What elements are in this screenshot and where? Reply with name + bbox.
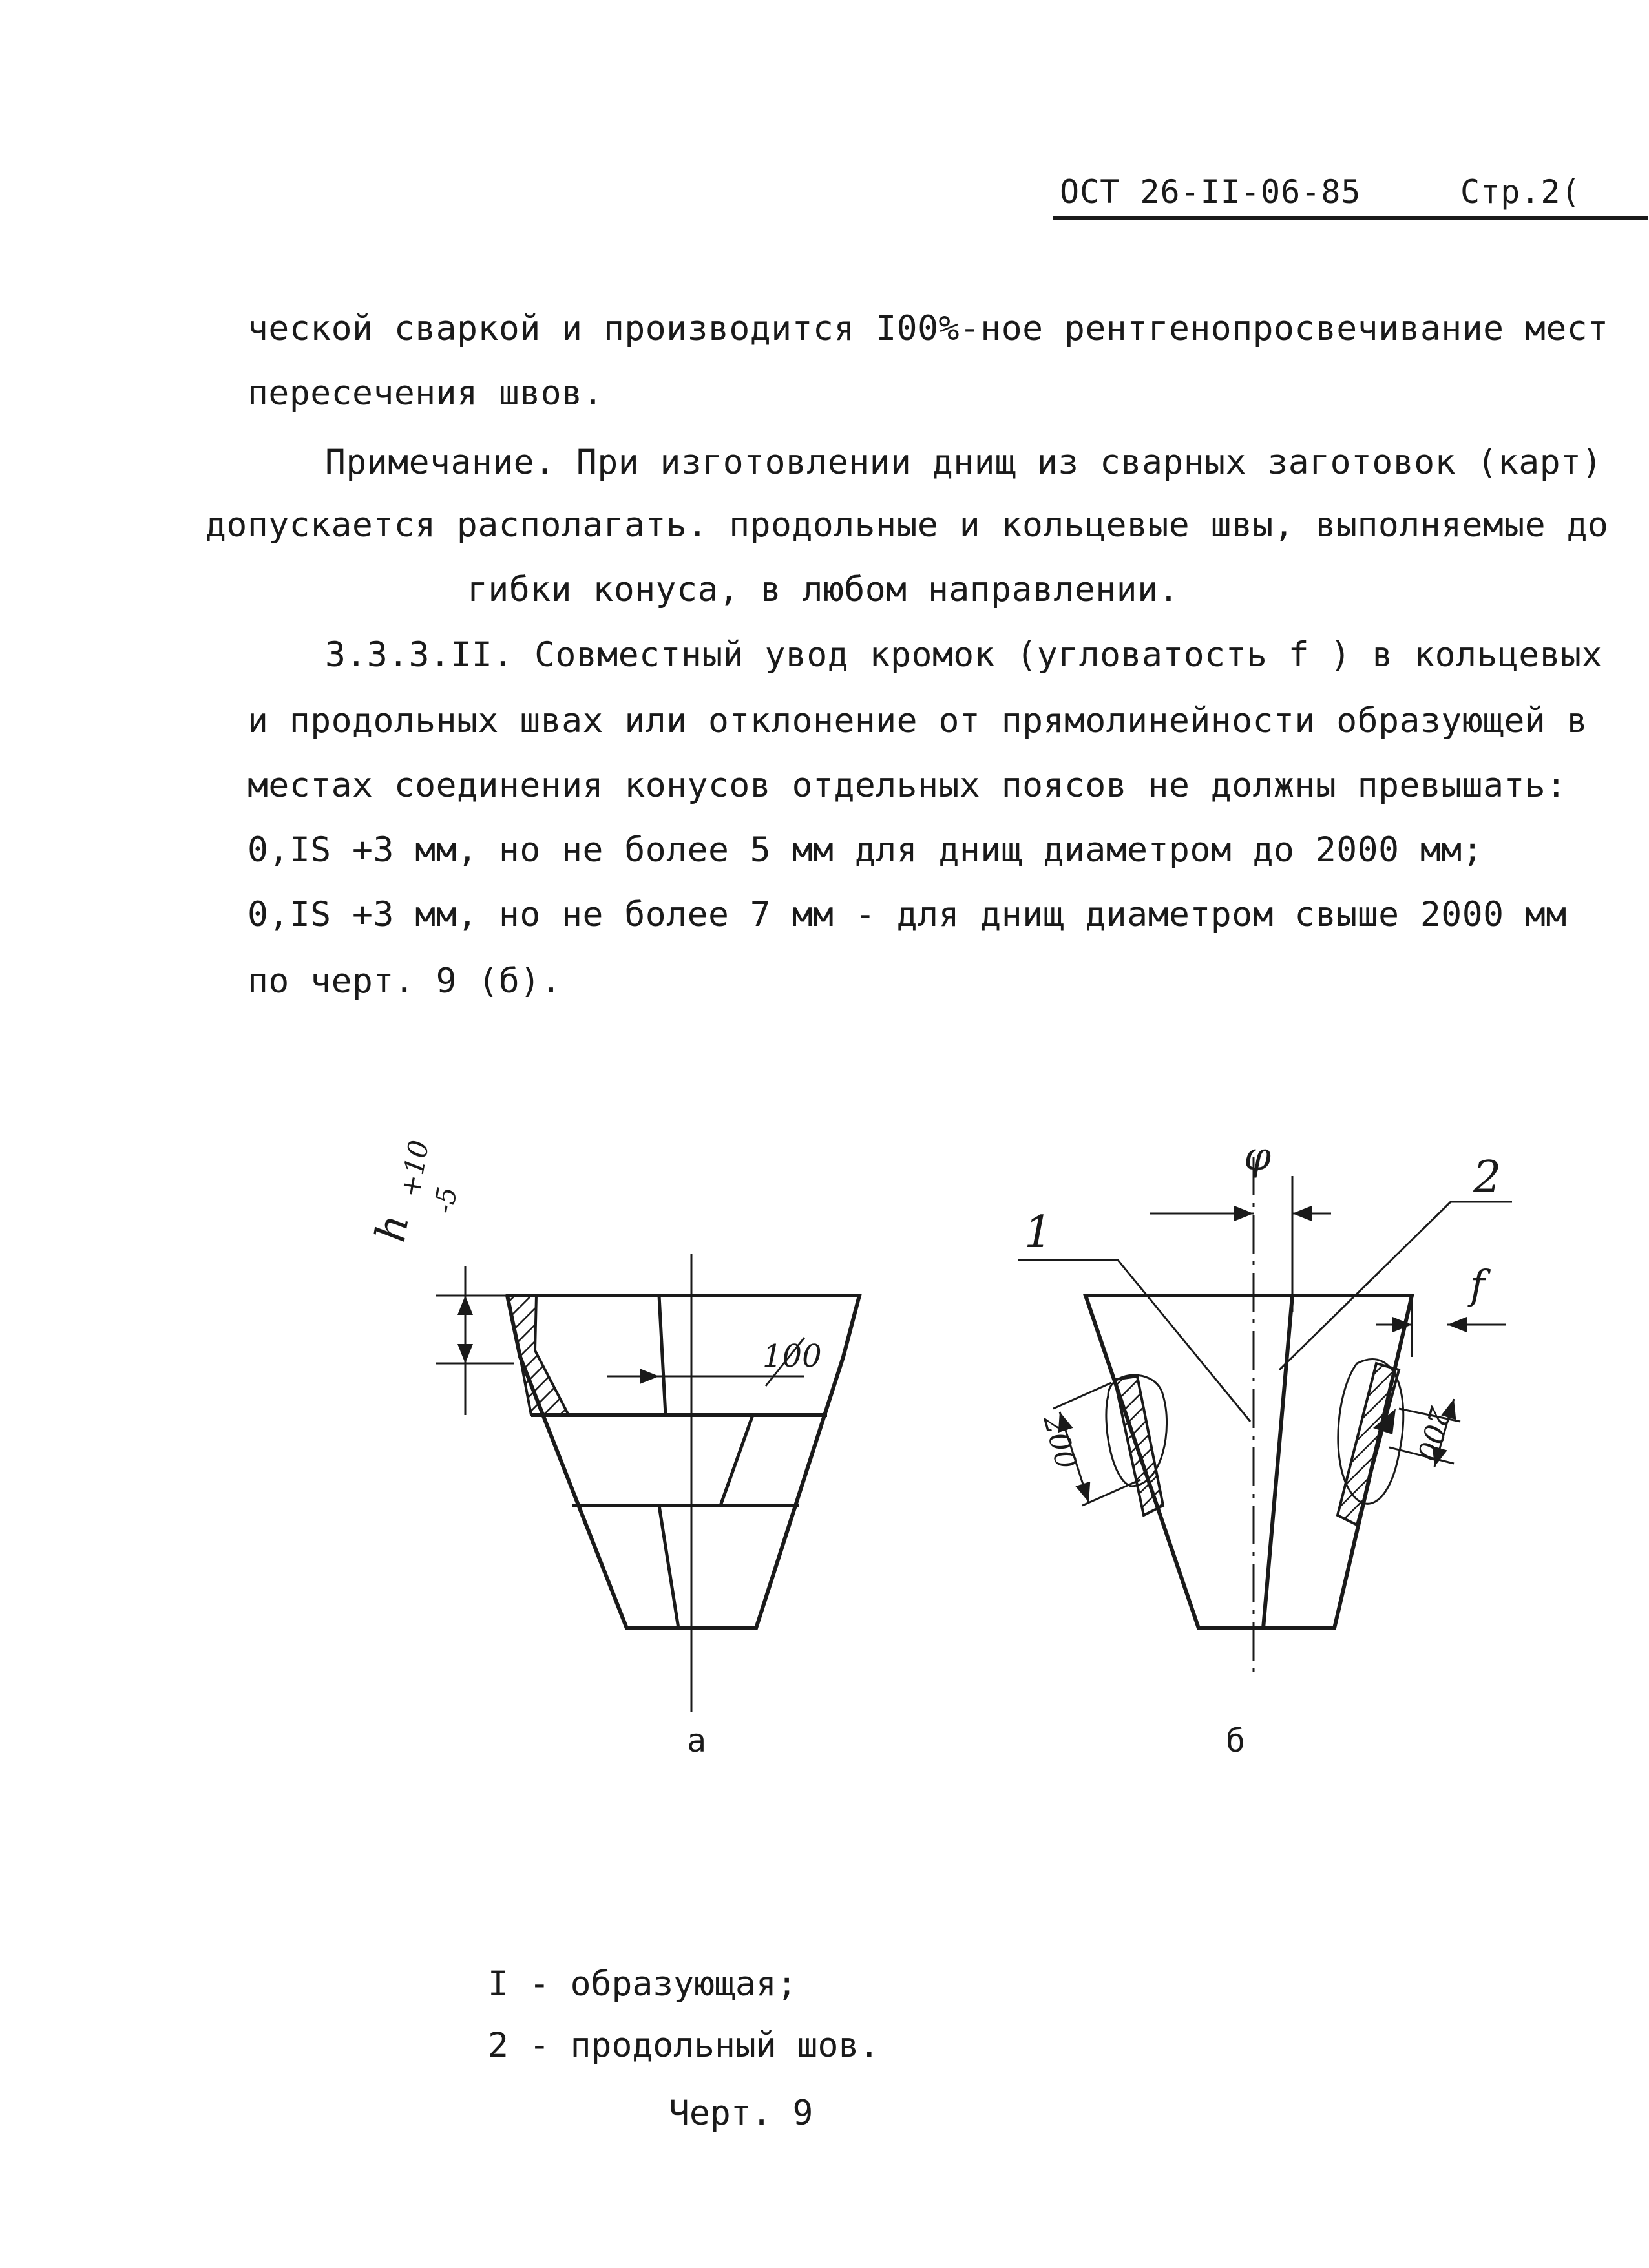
weld-section-b-right [1338,1363,1399,1525]
figure-caption: Черт. 9 [669,2094,814,2133]
callout-1-label: 1 [1024,1207,1053,1258]
page-number: Стр.2( [1460,173,1581,211]
subfigure-b-label: б [1226,1722,1246,1759]
note-line-1: Примечание. При изготовлении днищ из сварных заготовок (карт) [325,443,1602,482]
phi-label: φ [1244,1134,1272,1179]
weld-section-b-left [1115,1376,1163,1515]
long-seam-1 [659,1296,666,1415]
tol-upper-label: +10 [394,1137,436,1200]
legend-item-1: I - образующая; [488,1964,797,2004]
dim-100-label: 100 [762,1338,822,1374]
subfigure-a-label: а [687,1722,707,1759]
body-line-1: ческой сваркой и производится I00%-ное рентгенопросвечивание мест [247,309,1609,348]
document-code: ОСТ 26-II-06-85 [1060,173,1361,211]
note-line-3: гибки конуса, в любом направлении. [467,570,1179,609]
note-line-2: допускается располагать. продольные и кольцевые швы, выполняемые до [205,505,1609,545]
clause-line-2: и продольных швах или отклонение от прямолинейности образующей в [247,701,1588,740]
weld-section-a [507,1296,569,1415]
clause-line-1: 3.3.3.II. Совместный увод кромок (угловатость f ) в кольцевых [325,635,1602,675]
dim-200-right-label: 200 [1410,1403,1456,1465]
dim-200-left-label: 200 [1036,1411,1083,1473]
f-label: f [1470,1261,1485,1308]
long-seam-b [1263,1296,1292,1628]
tol-lower-label: -5 [427,1184,463,1216]
long-seam-2 [720,1415,753,1506]
long-seam-3 [659,1506,678,1628]
body-line-2: пересечения швов. [247,373,604,413]
drawing-a [436,1254,859,1712]
clause-line-6: по черт. 9 (б). [247,961,562,1001]
clause-line-3: местах соединения конусов отдельных поясов не должны превышать: [247,766,1567,805]
clause-line-4: 0,IS +3 мм, но не более 5 мм для днищ диаметром до 2000 мм; [247,830,1484,870]
callout-2-label: 2 [1473,1152,1502,1203]
legend-item-2: 2 - продольный шов. [488,2026,880,2065]
dim-h-label: h [366,1211,419,1246]
clause-line-5: 0,IS +3 мм, но не более 7 мм - для днищ диаметром свыше 2000 мм [247,895,1567,934]
